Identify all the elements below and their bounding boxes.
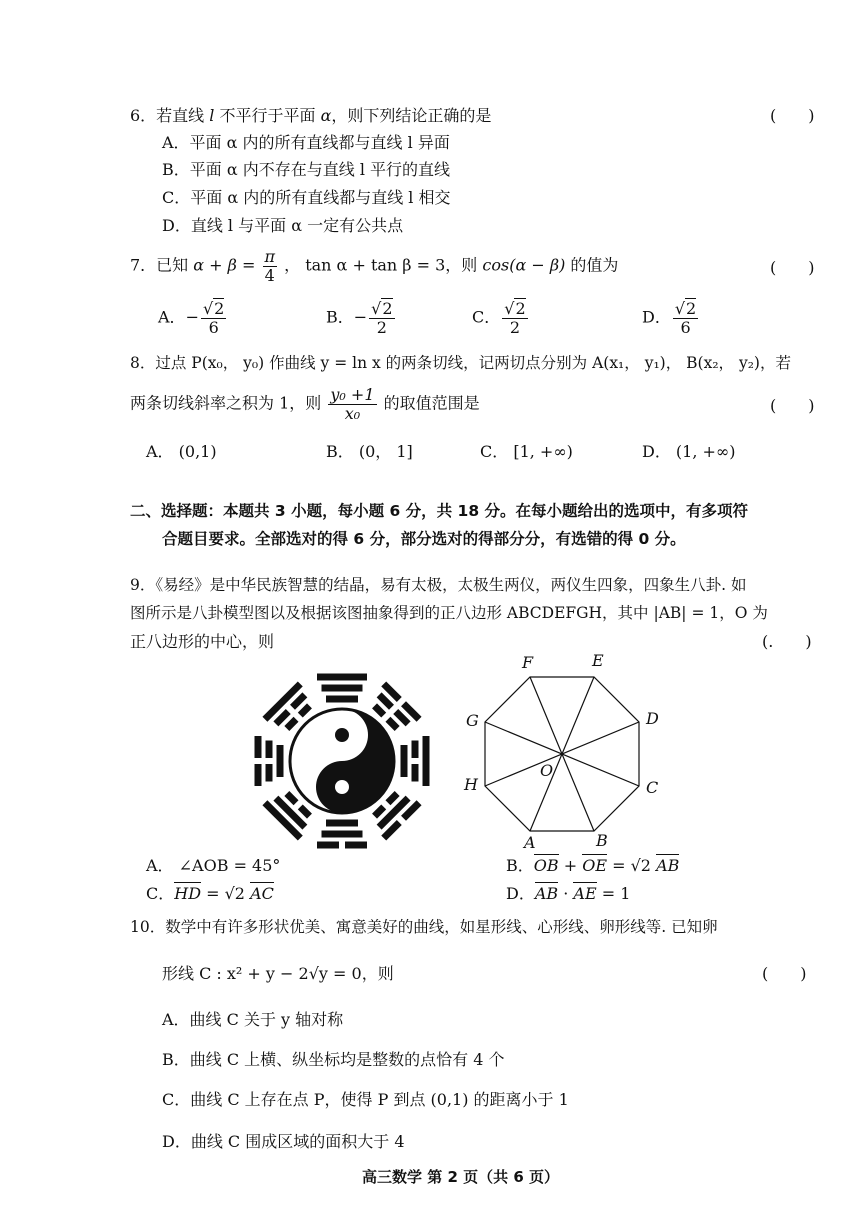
trigram-broken-bar [255,736,262,758]
q7-option-c-sqrt: 2 [515,299,526,318]
q7-stem-pre: 7．已知 [130,255,189,275]
q7-option-c-label: C． [472,307,501,327]
q7-option-c-frac: $\frac{√2}{2}$ [504,299,526,337]
trigram-broken-bar [317,842,339,849]
q6-line-l: l [209,106,215,125]
trigram-broken-bar [345,842,367,849]
trigram-broken-bar [266,764,273,782]
q7-option-b-minus: − [353,307,368,327]
trigram-broken-bar [284,791,298,805]
q8-option-a: A． (0,1) [146,442,217,461]
label-a: A [524,833,536,852]
q7-option-a-label: A． [158,307,186,327]
q8-option-d: D． (1, +∞) [642,442,736,461]
q7-stem-end: 的值为 [570,255,619,275]
q9-option-b-plus: + [558,856,583,875]
trigram-0 [317,674,367,703]
q8-fraction [328,386,376,422]
trigram-broken-bar [284,717,298,731]
label-b: B [596,831,608,850]
q10-option-b: B．曲线 C 上横、纵坐标均是整数的点恰有 4 个 [162,1050,505,1069]
q7-stem [130,248,618,284]
q6-answer-paren: ( ) [770,106,815,125]
label-f: F [522,653,534,672]
q7-option-b-frac: $\frac{√2}{2}$ [371,299,393,337]
q7-pi: π [264,247,276,266]
q7-expr2: ， tan α + tan β = 3，则 [284,255,478,275]
vector-oe: OE [582,856,608,875]
label-g: G [466,711,479,730]
octagon-shape [485,677,639,831]
q6-option-d: D．直线 l 与平面 α 一定有公共点 [162,216,404,235]
q9-option-b [506,856,679,875]
q10-option-a: A．曲线 C 关于 y 轴对称 [162,1010,344,1029]
q7-option-d [642,300,700,336]
q6-option-b: B．平面 α 内不存在与直线 l 平行的直线 [162,160,451,179]
q7-option-c [472,300,530,336]
q9-option-d-eq: = 1 [596,884,631,903]
q7-option-a-frac: $\frac{√2}{6}$ [202,299,225,337]
q7-four: 4 [264,265,275,285]
q8-line1: 8．过点 P(x₀， y₀) 作曲线 y = ln x 的两条切线，记两切点分别为 A(x₁， y₁)， B(x₂， y₂)，若 [130,354,791,372]
q8-option-c: C． [1, +∞) [480,442,573,461]
q9-answer-paren: (. ) [762,632,812,651]
q7-option-a-den: 6 [208,317,219,337]
q9-option-d [506,884,630,903]
vector-ac: AC [250,884,274,903]
trigram-broken-bar [372,804,386,818]
q7-option-d-den: 6 [680,317,691,337]
trigram-bar [322,685,363,692]
q7-option-c-den: 2 [509,317,521,337]
label-h: H [464,775,478,794]
label-e: E [592,651,604,670]
q6-option-c: C．平面 α 内的所有直线都与直线 l 相交 [162,188,451,207]
q6-stem-pre: 6．若直线 [130,106,205,125]
q7-option-a-minus: − [185,307,199,327]
q7-answer-paren: ( ) [770,258,815,277]
trigram-2 [401,736,430,786]
vector-ab-2: AB [534,884,559,903]
trigram-bar [322,831,363,838]
q6-stem-post: 不平行于平面 [219,106,316,125]
taiji-icon [290,709,394,813]
trigram-broken-bar [266,741,273,759]
trigram-broken-bar [412,764,419,782]
trigram-broken-bar [298,804,312,818]
q7-fraction-pi-4 [263,248,278,284]
q9-line2: 图所示是八卦模型图以及根据该图抽象得到的正八边形 ABCDEFGH，其中 |AB| = 1，O 为 [130,604,768,622]
q7-option-b [326,300,397,336]
trigram-bar [317,674,367,681]
q9-option-b-label: B． [506,856,534,875]
q7-option-b-label: B． [326,307,354,327]
trigram-broken-bar [385,717,399,731]
trigram-bar [277,745,284,777]
q8-line2-post: 的取值范围是 [383,393,480,413]
q7-expr1: α + β = [193,255,256,275]
q7-option-a-sqrt: 2 [214,299,225,318]
q8-answer-paren: ( ) [770,396,815,415]
q9-option-b-eq: = √2 [607,856,657,875]
q8-line2-pre: 两条切线斜率之积为 1，则 [130,393,322,413]
label-o: O [540,761,554,780]
page-footer: 高三数学 第 2 页（共 6 页） [362,1168,559,1186]
trigram-4 [317,820,367,849]
trigram-bar [401,745,408,777]
bagua-figure [250,668,434,854]
q9-option-d-dot: · [558,884,574,903]
vector-ae: AE [573,884,597,903]
q8-line2 [130,386,480,422]
q7-option-b-den: 2 [376,317,387,337]
q10-line1: 10．数学中有许多形状优美、寓意美好的曲线，如星形线、心形线、卵形线等. 已知卵 [130,918,718,936]
q10-answer-paren: ( ) [762,964,807,983]
q7-option-d-frac: $\frac{√2}{6}$ [674,299,697,337]
vector-ab: AB [656,856,680,875]
trigram-bar [326,696,358,703]
q8-fraction-num: y₀ +1 [330,385,375,404]
q10-option-d: D．曲线 C 围成区域的面积大于 4 [162,1132,405,1151]
q6-stem [130,106,491,125]
section2-line2: 合题目要求。全部选对的得 6 分，部分选对的得部分分，有选错的得 0 分。 [162,530,686,548]
q6-alpha: α [320,106,332,125]
q9-option-d-label: D． [506,884,535,903]
trigram-bar [326,820,358,827]
q6-stem-end: ，则下列结论正确的是 [331,106,492,125]
q6-option-a: A．平面 α 内的所有直线都与直线 l 异面 [162,133,450,152]
q9-line3: 正八边形的中心，则 [130,632,275,651]
trigram-broken-bar [385,791,399,805]
q9-line1: 9．《易经》是中华民族智慧的结晶，易有太极，太极生两仪，两仪生四象，四象生八卦. 如 [130,576,747,594]
q10-line2: 形线 C : x² + y − 2√y = 0，则 [162,964,394,983]
trigram-bar [423,736,430,786]
q9-option-c [146,884,274,903]
q10-option-c: C．曲线 C 上存在点 P，使得 P 到点 (0,1) 的距离小于 1 [162,1090,569,1109]
vector-ob: OB [533,856,559,875]
q9-option-c-label: C． [146,884,175,903]
q7-option-d-sqrt: 2 [686,299,697,318]
q7-option-b-sqrt: 2 [382,299,393,318]
q7-option-d-label: D． [642,307,671,327]
q7-option-a [158,300,228,336]
trigram-6 [255,736,284,786]
trigram-broken-bar [298,703,312,717]
label-c: C [646,778,659,797]
trigram-broken-bar [412,741,419,759]
trigram-broken-bar [372,703,386,717]
vector-hd: HD [174,884,202,903]
trigram-broken-bar [255,764,262,786]
label-d: D [646,709,659,728]
q8-option-b: B． (0， 1] [326,442,413,461]
q9-option-a: A． ∠AOB = 45° [146,856,281,875]
q9-option-c-eq: = √2 [201,884,251,903]
section2-line1: 二、选择题：本题共 3 小题，每小题 6 分，共 18 分。在每小题给出的选项中，有多项符 [130,502,749,520]
q8-fraction-den: x₀ [344,403,361,423]
octagon-figure [458,648,678,852]
q7-expr3: cos(α − β) [482,255,566,275]
